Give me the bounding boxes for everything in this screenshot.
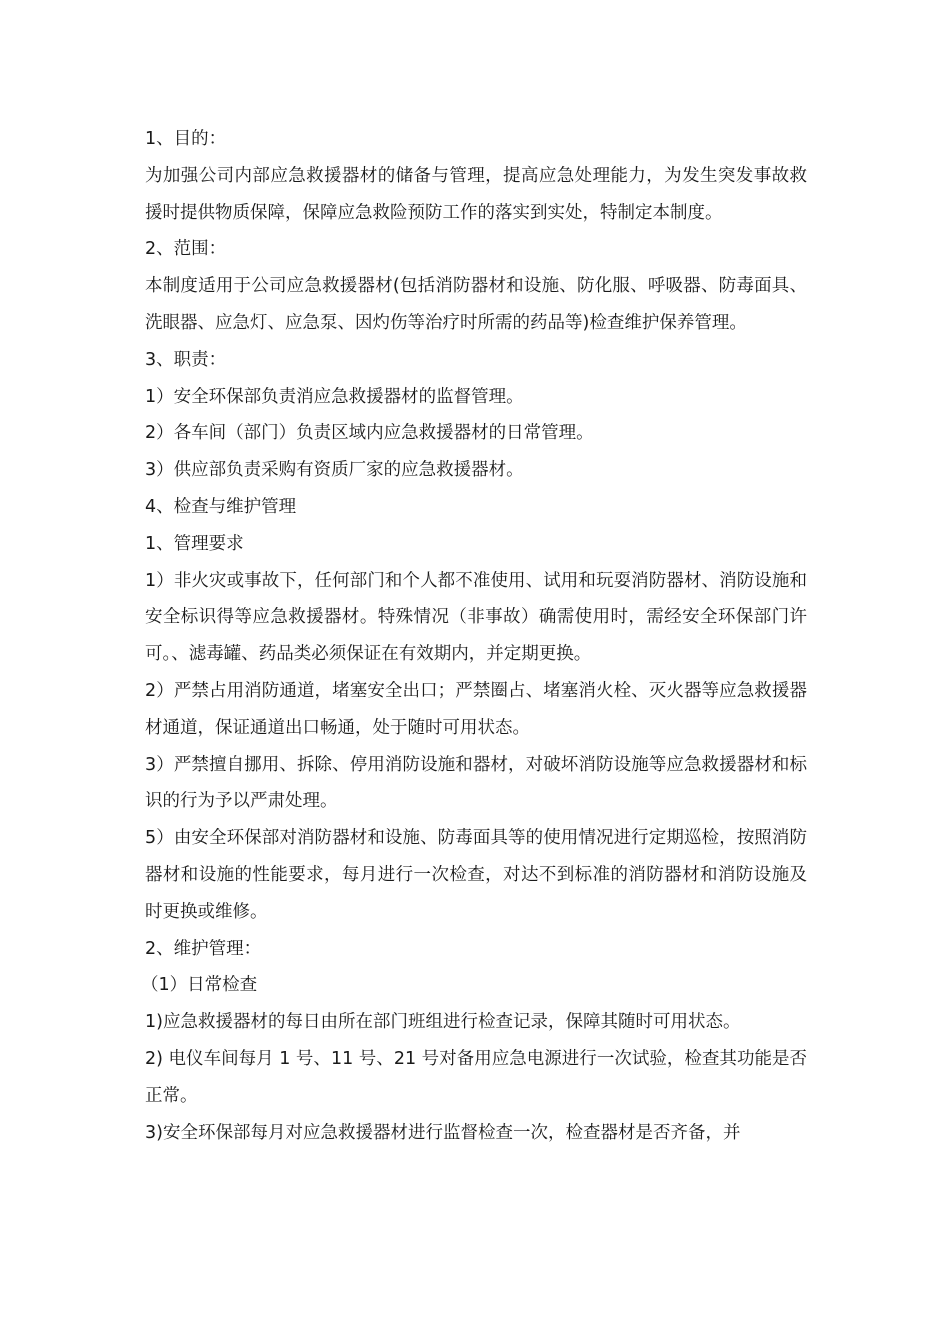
duty-item-2: 2）各车间（部门）负责区域内应急救援器材的日常管理。 bbox=[145, 423, 594, 444]
section-heading-duties: 3、职责： bbox=[145, 349, 227, 370]
subheading-maintenance: 2、维护管理： bbox=[145, 938, 262, 959]
requirement-item-5: 5）由安全环保部对消防器材和设施、防毒面具等的使用情况进行定期巡检，按照消防器材和设施的性能要求，每月进行一次检查，对达不到标准的消防器材和消防设施及时更换或维修。 bbox=[145, 828, 807, 922]
section-heading-inspection: 4、检查与维护管理 bbox=[145, 496, 297, 517]
subheading-daily-inspection: （1）日常检查 bbox=[141, 975, 258, 996]
document-body bbox=[141, 121, 807, 1151]
section-heading-scope: 2、范围： bbox=[145, 239, 227, 260]
requirement-item-1: 1）非火灾或事故下，任何部门和个人都不准使用、试用和玩耍消防器材、消防设施和安全标识得等应急救援器材。特殊情况（非事故）确需使用时，需经安全环保部门许可。、滤毒罐、药品类必须保证在有效期内，并定期更换。 bbox=[145, 570, 807, 665]
duty-item-3: 3）供应部负责采购有资质厂家的应急救援器材。 bbox=[145, 460, 524, 481]
purpose-paragraph: 为加强公司内部应急救援器材的储备与管理，提高应急处理能力，为发生突发事故救援时提供物质保障，保障应急救险预防工作的落实到实处，特制定本制度。 bbox=[145, 165, 807, 223]
requirement-item-3: 3）严禁擅自挪用、拆除、停用消防设施和器材，对破坏消防设施等应急救援器材和标识的行为予以严肃处理。 bbox=[145, 754, 807, 812]
daily-item-3: 3)安全环保部每月对应急救援器材进行监督检查一次，检查器材是否齐备，并 bbox=[145, 1122, 741, 1143]
scope-paragraph: 本制度适用于公司应急救援器材(包括消防器材和设施、防化服、呼吸器、防毒面具、洗眼器、应急灯、应急泵、因灼伤等治疗时所需的药品等)检查维护保养管理。 bbox=[145, 276, 807, 333]
requirement-item-2: 2）严禁占用消防通道，堵塞安全出口；严禁圈占、堵塞消火栓、灭火器等应急救援器材通道，保证通道出口畅通，处于随时可用状态。 bbox=[145, 680, 807, 738]
daily-item-2: 2) 电仪车间每月 1 号、11 号、21 号对备用应急电源进行一次试验，检查其功能是否正常。 bbox=[145, 1048, 807, 1106]
daily-item-1: 1)应急救援器材的每日由所在部门班组进行检查记录，保障其随时可用状态。 bbox=[145, 1012, 741, 1033]
subheading-management-requirements: 1、管理要求 bbox=[145, 533, 244, 554]
section-heading-purpose: 1、目的： bbox=[145, 129, 227, 149]
duty-item-1: 1）安全环保部负责消应急救援器材的监督管理。 bbox=[145, 386, 524, 407]
